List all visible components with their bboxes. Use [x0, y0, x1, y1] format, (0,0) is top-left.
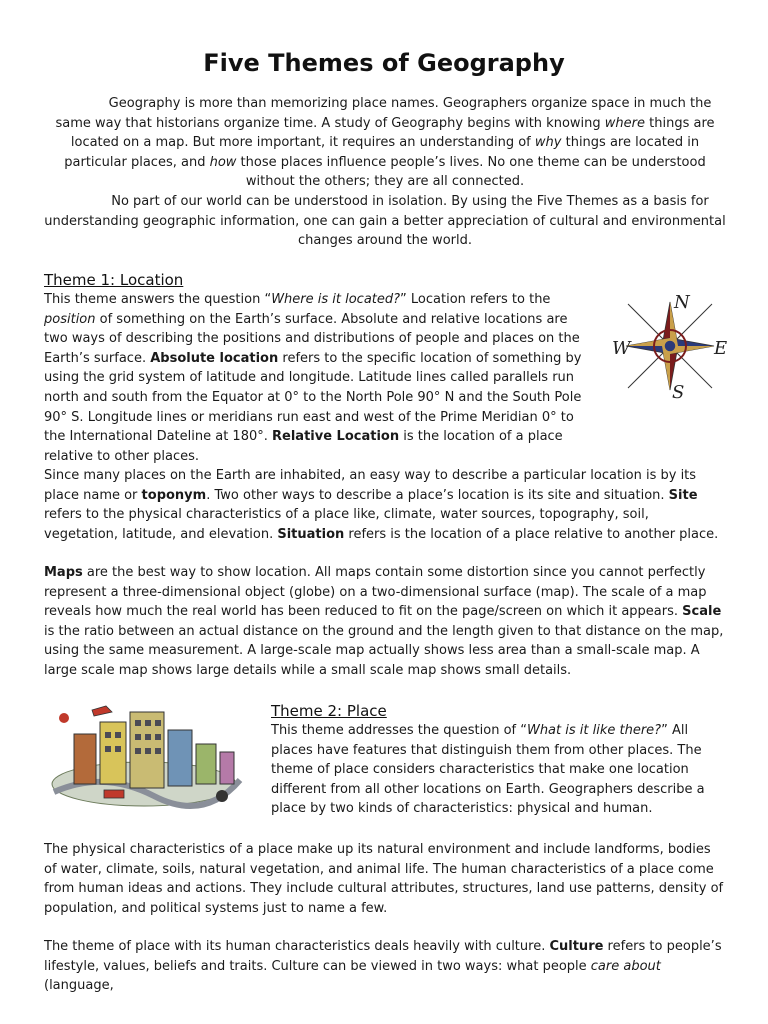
theme1-paragraph-2: Since many places on the Earth are inhabited, an easy way to describe a particular location is by its place name or toponym. Two other ways to describe a place’s location is its site and situation. Site refers to the physical characteristics of a place like, climate, water sources, topography, soil, vegetation, latitude, and elevation. Situation refers is the location of a place relative to another place.	[44, 468, 719, 542]
theme1-paragraph-1: This theme answers the question “Where is it located?” Location refers to the position of something on the Earth’s surface. Absolute and relative locations are two ways of describing the positions and distributions of people and places on the Earth’s surface. Absolute location refers to the specific location of something by using the grid system of latitude and longitude. Latitude lines called parallels run north and south from the Equator at 0° to the North Pole 90° N and the South Pole 90° S. Longitude lines or meridians run east and west of the Prime Meridian 0° to the International Dateline at 180°. Relative Location is the location of a place relative to other places.	[44, 292, 582, 464]
intro-paragraph-1: Geography is more than memorizing place names. Geographers organize space in much the same way that historians organize time. A study of Geography begins with knowing where things are located on a map. But more important, it requires an understanding of why things are located in particular places, and how those places influence people’s lives. No one theme can be understood without the others; they are all connected.	[55, 96, 715, 190]
intro-paragraph-2: No part of our world can be understood in isolation. By using the Five Themes as a basis for understanding geographic information, one can gain a better appreciation of cultural and environmental changes around the world.	[44, 193, 726, 249]
city-illustration-icon	[44, 700, 244, 812]
theme2-heading: Theme 2: Place	[271, 702, 387, 720]
compass-rose-icon	[610, 290, 730, 402]
theme1-paragraph-3: Maps are the best way to show location. All maps contain some distortion since you cannot perfectly represent a three-dimensional object (globe) on a two-dimensional surface (map). The scale of a map reveals how much the real world has been reduced to fit on the page/screen on which it appears. Scale is the ratio between an actual distance on the ground and the length given to that distance on the map, using the same measurement. A large-scale map actually shows less area than a small-scale map. A large scale map shows large details while a small scale map shows small details.	[44, 565, 724, 678]
theme1-heading: Theme 1: Location	[44, 271, 184, 289]
compass-n: N	[674, 292, 690, 313]
intro-section	[44, 94, 726, 251]
theme2-paragraph-1: This theme addresses the question of “What is it like there?” All places have features that distinguish them from other places. The theme of place considers characteristics that make one location different from all other locations on Earth. Geographers describe a place by two kinds of characteristics: physical and human.	[271, 723, 705, 817]
compass-e: E	[714, 338, 728, 359]
theme2-paragraph-3: The theme of place with its human characteristics deals heavily with culture. Culture refers to people’s lifestyle, values, beliefs and traits. Culture can be viewed in two ways: what people care about (language,	[44, 939, 722, 994]
compass-w: W	[612, 338, 631, 359]
compass-s: S	[672, 382, 685, 402]
page-title: Five Themes of Geography	[203, 49, 565, 77]
theme2-paragraph-2: The physical characteristics of a place make up its natural environment and include landforms, bodies of water, climate, soils, natural vegetation, and animal life. The human characteristics of a place come from human ideas and actions. They include cultural attributes, structures, land use patterns, density of population, and political systems just to name a few.	[44, 842, 724, 916]
